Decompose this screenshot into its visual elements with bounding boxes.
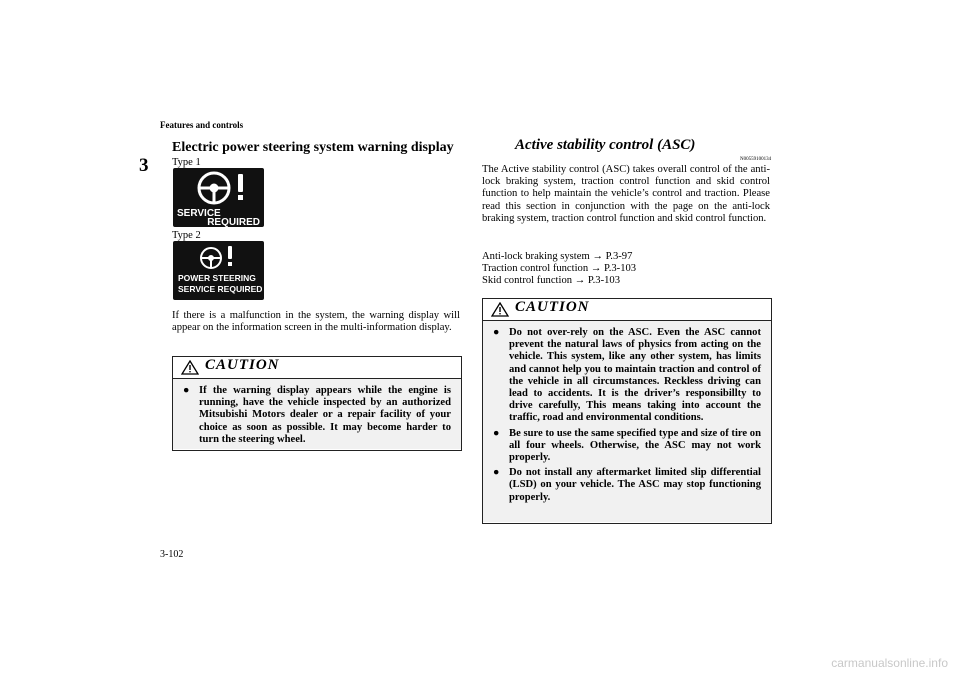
caution-title: CAUTION bbox=[205, 357, 280, 373]
link-traction-control[interactable]: Traction control function → P.3-103 bbox=[482, 263, 637, 275]
bullet-icon: ● bbox=[493, 327, 500, 338]
steering-wheel-icon bbox=[199, 173, 229, 203]
type1-warning-display bbox=[173, 168, 264, 227]
chapter-tab: 3 bbox=[139, 155, 149, 176]
eps-description: If there is a malfunction in the system, the warning display will appear on the information screen in the multi-information display. bbox=[172, 310, 460, 334]
page-number: 3-102 bbox=[160, 549, 184, 560]
eps-caution-box bbox=[172, 356, 462, 451]
caution-title: CAUTION bbox=[515, 299, 590, 315]
asc-description: The Active stability control (ASC) takes overall control of the anti-lock braking system, traction control function and skid control function to help maintain the vehicle’s control and traction. Please read this section in conjunction with the page on the anti-lock braking system, traction control function and skid control function. bbox=[482, 164, 770, 224]
link-skid-control[interactable]: Skid control function → P.3-103 bbox=[482, 275, 621, 287]
reference-code: N00559100134 bbox=[740, 157, 772, 162]
type2-label: Type 2 bbox=[172, 230, 201, 241]
type1-screen-line2: REQUIRED bbox=[207, 217, 260, 227]
caution-item: ● Be sure to use the same specified type and size of tire on all four wheels. Otherwise, the ASC may not work properly. bbox=[493, 427, 761, 464]
bullet-icon: ● bbox=[493, 467, 500, 479]
link-anti-lock-braking[interactable]: Anti-lock braking system → P.3-97 bbox=[482, 251, 633, 262]
exclamation-icon bbox=[238, 174, 243, 200]
warning-triangle-icon bbox=[181, 360, 199, 375]
asc-caution-box bbox=[482, 298, 772, 524]
bullet-icon: ● bbox=[183, 385, 190, 396]
steering-wheel-icon bbox=[201, 248, 221, 268]
bullet-icon: ● bbox=[493, 427, 500, 439]
type2-screen-line2: SERVICE REQUIRED bbox=[178, 284, 263, 294]
running-header: Features and controls bbox=[160, 120, 244, 130]
asc-heading: Active stability control (ASC) bbox=[515, 137, 696, 153]
caution-item: ● Do not over-rely on the ASC. Even the ASC cannot prevent the natural laws of physics from acting on the vehicle. This system, like any other system, has limits and cannot help you to maintain traction and control of the vehicle in all circumstances. Reckless driving can lead to accidents. It is the driver’s responsibillty to drive carefully, This means taking into account the traffic, road and environmental conditions. bbox=[493, 327, 761, 424]
caution-item: ● If the warning display appears while the engine is running, have the vehicle inspected by an authorized Mitsubishi Motors dealer or a repair facility of your choice as soon as possible. It may become harder to turn the steering wheel. bbox=[183, 385, 451, 445]
caution-item: ● Do not install any aftermarket limited slip differential (LSD) on your vehicle. The ASC may stop functioning properly. bbox=[493, 467, 761, 503]
type2-screen-line1: POWER STEERING bbox=[178, 273, 256, 283]
warning-triangle-icon bbox=[491, 302, 509, 317]
type2-warning-display bbox=[173, 241, 264, 300]
type1-screen-line1: SERVICE bbox=[177, 208, 221, 219]
eps-warning-heading: Electric power steering system warning display bbox=[172, 140, 454, 155]
asc-reference-links bbox=[482, 251, 770, 288]
type1-label: Type 1 bbox=[172, 157, 201, 168]
watermark: carmanualsonline.info bbox=[831, 656, 948, 670]
exclamation-icon bbox=[228, 246, 232, 266]
